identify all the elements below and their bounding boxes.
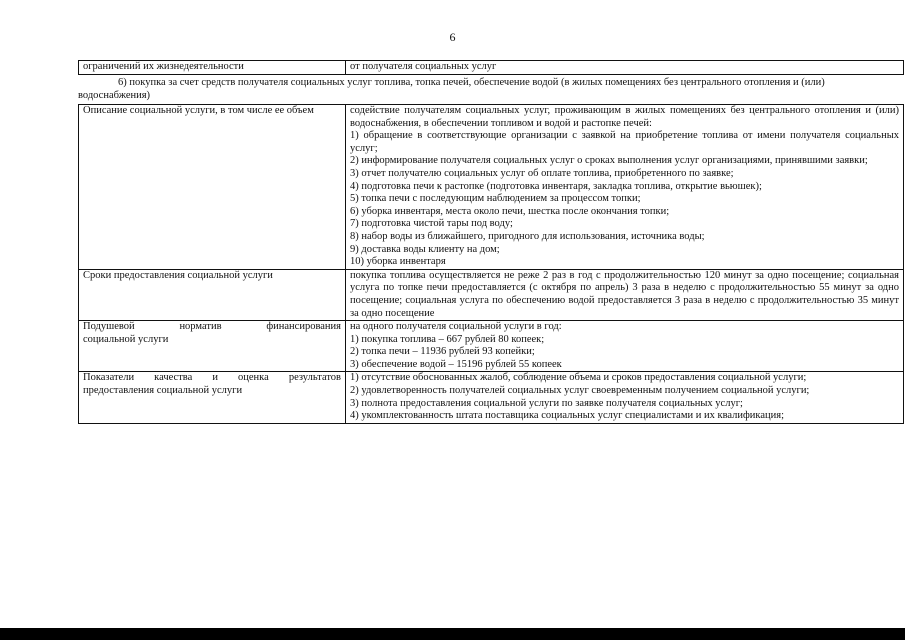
row-label-first-line: Подушевой норматив финансирования: [83, 321, 341, 333]
list-item: 4) укомплектованность штата поставщика социальных услуг специалистами и их квалификация;: [350, 410, 785, 422]
row-label: [79, 321, 346, 372]
continuation-table: [78, 60, 904, 75]
list-item: 1) отсутствие обоснованных жалоб, соблюдение объема и сроков предоставления социальной услуги;: [350, 372, 807, 384]
list-item: 10) уборка инвентаря: [350, 256, 446, 268]
table-row: [79, 372, 904, 423]
list-item: 3) обеспечение водой – 15196 рублей 55 копеек: [350, 358, 562, 370]
table-row: [79, 269, 904, 320]
table-row: [79, 321, 904, 372]
row-content: [346, 372, 904, 423]
row-content: [346, 105, 904, 270]
list-item: 1) обращение в соответствующие организации с заявкой на приобретение топлива от имени получателя социальных услуг;: [350, 130, 899, 154]
row-label: Описание социальной услуги, в том числе ее объем: [79, 105, 346, 270]
list-item: 2) топка печи – 11936 рублей 93 копейки;: [350, 346, 535, 358]
list-item: 7) подготовка чистой тары под воду;: [350, 218, 513, 230]
list-item: 3) полнота предоставления социальной услуги по заявке получателя социальных услуг;: [350, 397, 743, 409]
service-table: [78, 104, 904, 424]
row-label: Показатели качества и оценка результатов предоставления социальной услуги: [79, 372, 346, 423]
list-item: 4) подготовка печи к растопке (подготовка инвентаря, закладка топлива, открытие вьюшек);: [350, 180, 762, 192]
list-item: 9) доставка воды клиенту на дом;: [350, 243, 500, 255]
list-item: 3) отчет получателю социальных услуг об оплате топлива, приобретенного по заявке;: [350, 167, 734, 179]
list-item: 6) уборка инвентаря, места около печи, шестка после окончания топки;: [350, 205, 670, 217]
list-item: 8) набор воды из ближайшего, пригодного для использования, источника воды;: [350, 230, 705, 242]
table-row: [79, 105, 904, 270]
table-row: [79, 61, 904, 75]
row-label: Сроки предоставления социальной услуги: [79, 269, 346, 320]
list-item: 2) информирование получателя социальных услуг о сроках выполнения услуг организациями, принявшими заявки;: [350, 155, 868, 167]
row-lead: содействие получателям социальных услуг, проживающим в жилых помещениях без центрального отопления и (или) водоснабжения, в обеспечении топливом и водой и растопке печей:: [350, 105, 899, 129]
row-content: от получателя социальных услуг: [346, 61, 904, 75]
page-number: 6: [449, 30, 456, 44]
list-item: 5) топка печи с последующим наблюдением за процессом топки;: [350, 193, 641, 205]
row-label-rest: социальной услуги: [83, 333, 169, 345]
row-content: [346, 321, 904, 372]
list-item: 2) удовлетворенность получателей социальных услуг своевременным получением социальной услуги;: [350, 385, 810, 397]
row-lead: на одного получателя социальной услуги в год:: [350, 321, 562, 333]
row-label: ограничений их жизнедеятельности: [79, 61, 346, 75]
row-content: покупка топлива осуществляется не реже 2 раз в год с продолжительностью 120 минут за одно посещение; социальная услуга по топке печи предоставляется (с октября по апрель) 3 раза в неделю с продолжительностью 55 минут за одно посещение; социальная услуга по обеспечению водой предоставляется 3 раза в неделю с продолжительностью 35 минут за одно посещение: [346, 269, 904, 320]
list-item: 1) покупка топлива – 667 рублей 80 копеек;: [350, 333, 545, 345]
section-heading: 6) покупка за счет средств получателя социальных услуг топлива, топка печей, обеспечение водой (в жилых помещениях без центрального отопления и (или) водоснабжения): [78, 77, 825, 101]
